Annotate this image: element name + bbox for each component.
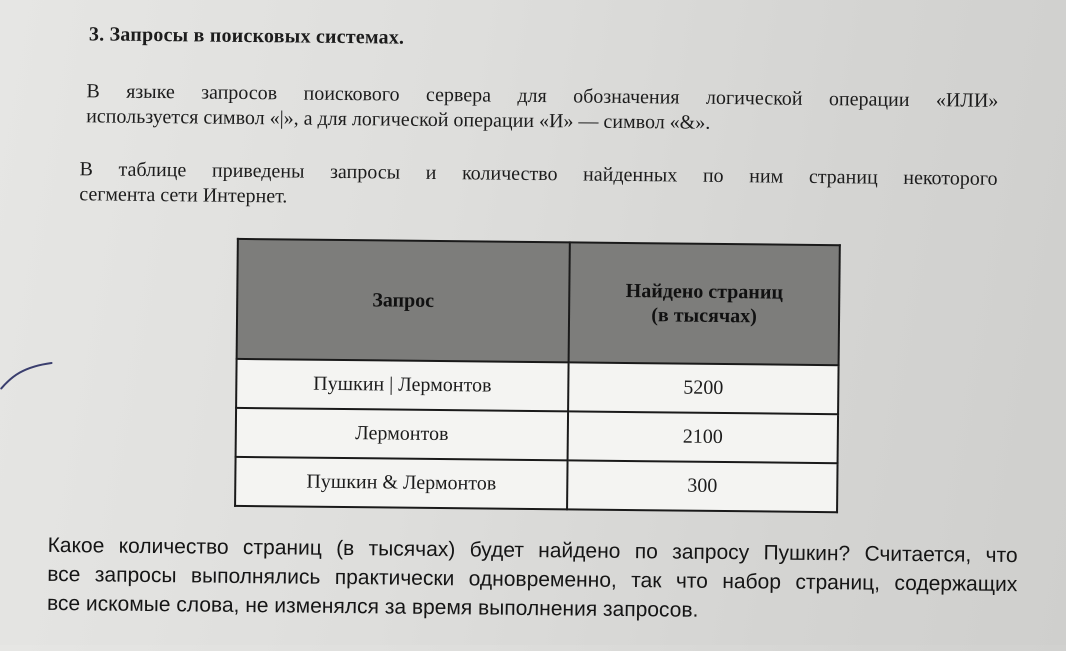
pages-cell: 2100 xyxy=(568,411,838,463)
table-row xyxy=(235,457,837,512)
table-row xyxy=(236,359,838,414)
query-cell: Пушкин & Лермонтов xyxy=(235,457,567,509)
pen-mark-icon xyxy=(0,354,60,395)
header-pages-line2: (в тысячах) xyxy=(651,304,757,328)
query-cell: Пушкин | Лермонтов xyxy=(236,359,568,411)
header-pages-line1: Найдено страниц xyxy=(625,279,784,304)
question-line: все запросы выполнялись практически одновременно, так что набор страниц, содержащих xyxy=(47,562,1018,597)
query-table xyxy=(234,238,841,513)
table-intro-paragraph xyxy=(79,157,997,217)
table-row xyxy=(236,408,838,463)
question-paragraph xyxy=(47,531,1018,628)
table-header-row xyxy=(237,239,840,365)
query-cell: Лермонтов xyxy=(236,408,568,460)
pages-cell: 300 xyxy=(567,460,837,512)
question-line: все искомые слова, не изменялся за время выполнения запросов. xyxy=(46,591,699,622)
question-line: Какое количество страниц (в тысячах) будет найдено по запросу Пушкин? Считается, что xyxy=(47,533,1018,568)
table-intro-line: сегмента сети Интернет. xyxy=(79,183,288,208)
header-query: Запрос xyxy=(237,239,570,362)
intro-paragraph xyxy=(86,79,998,139)
header-pages xyxy=(569,242,840,365)
intro-line: В языке запросов поискового сервера для обозначения логической операции «ИЛИ» xyxy=(86,80,999,112)
pages-cell: 5200 xyxy=(568,362,838,414)
table-intro-line: В таблице приведены запросы и количество найденных по ним страниц некоторого xyxy=(79,158,998,190)
task-heading: 3. Запросы в поисковых системах. xyxy=(88,23,405,49)
intro-line: используется символ «|», а для логической операции «И» — символ «&». xyxy=(86,105,711,134)
